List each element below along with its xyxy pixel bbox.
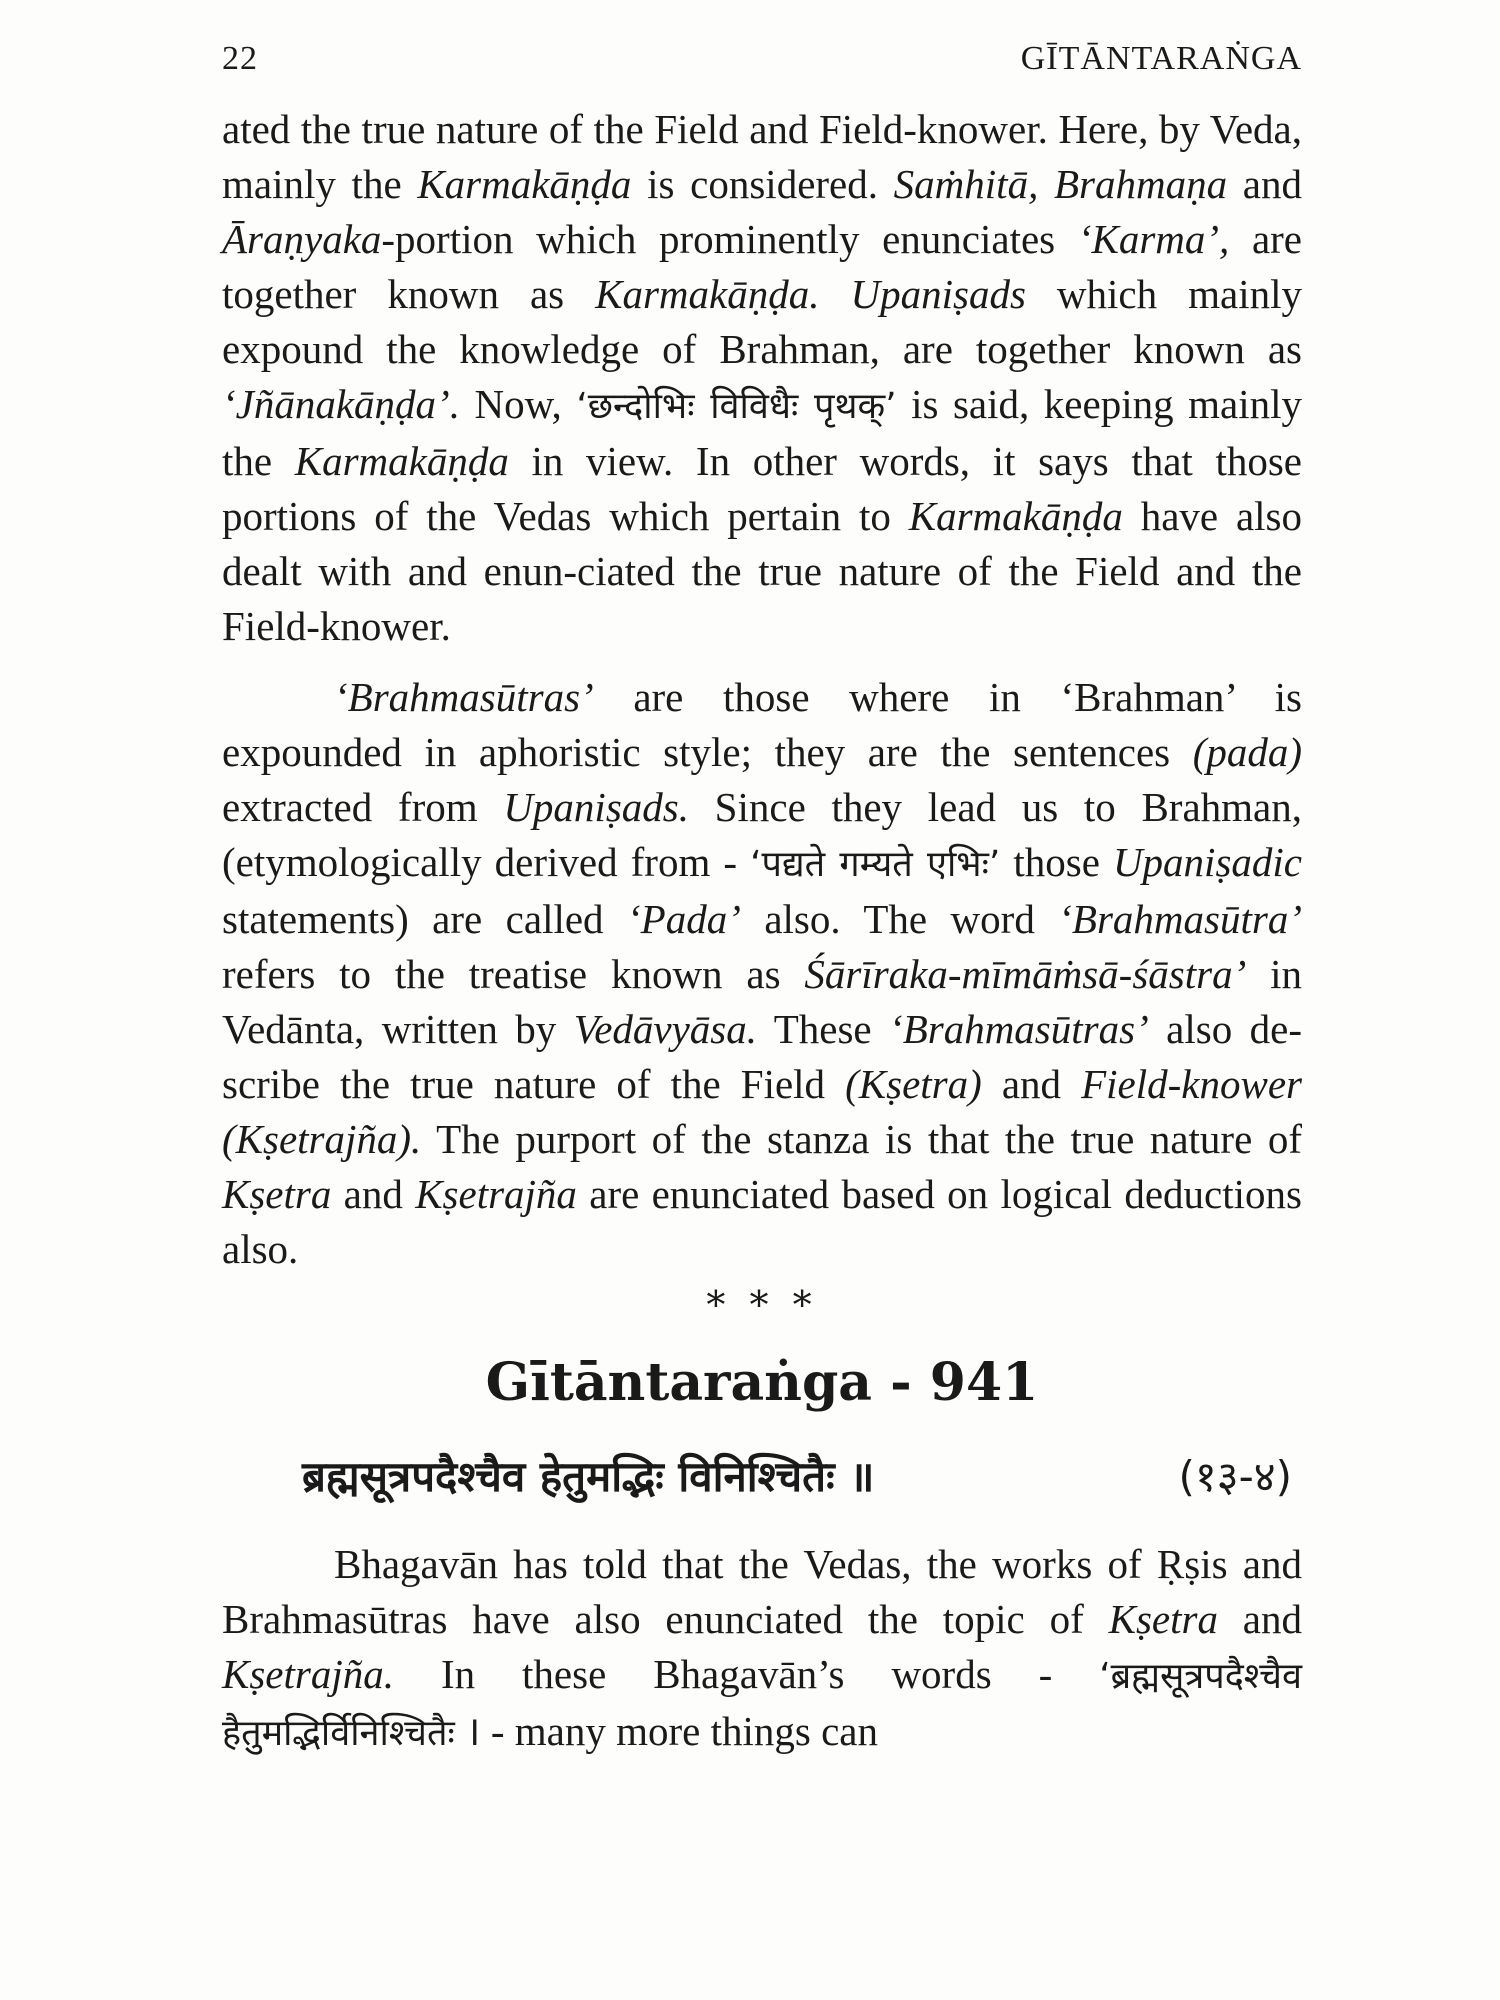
italic-term: Upaniṣadic [1112,839,1302,885]
text-run: in Vedānta, written by [222,951,1302,1052]
text-run: are those where in ‘Brahman’ is expounded in aphoristic style; they are the sentences [222,674,1302,775]
verse-reference: (१३-४) [1178,1452,1292,1501]
text-run: In these Bhagavān’s words - [394,1651,1100,1697]
text-run: । - many more things can [454,1708,878,1754]
italic-term: Saṁhitā, Brahmaṇa [893,161,1228,207]
paragraph-3 [222,1537,1302,1761]
italic-term: Śārīraka-mīmāṁsā-śāstra’ [804,951,1247,997]
italic-term: ‘Brahmasūtras’ [889,1006,1149,1052]
italic-term: ‘Brahmasūtras’ [334,674,594,720]
text-run: and [981,1061,1082,1107]
body-text [222,102,1302,1277]
italic-term: ‘Pada’ [627,896,741,942]
text-run: Now, [459,381,577,427]
text-run: extracted from [222,784,504,830]
italic-term: ‘Jñānakāṇḍa’. [222,381,460,427]
text-run: also. The word [740,896,1059,942]
devanagari-quote: ‘छन्दोभिः विविधैः पृथक्’ [576,386,897,427]
italic-term: Kṣetrajña. [222,1651,394,1697]
italic-term: Karmakāṇḍa. Upaniṣads [595,271,1026,317]
section-ornament: * * * [706,1283,818,1327]
text-run: -portion which prominently enunciates [381,216,1078,262]
text-run: refers to the treatise known as [222,951,805,997]
verse-line [302,1441,1292,1513]
italic-term: Karmakāṇḍa [294,438,509,484]
italic-term: Āraṇyaka [222,216,382,262]
text-run: have also dealt with and enun-ciated the true nature of the Field and the Field-knower. [222,493,1302,649]
text-run: and [331,1171,416,1217]
text-run: are enunciated based on logical deductions also. [222,1171,1302,1272]
italic-term: ‘Brahmasūtra’ [1058,896,1302,942]
text-run: and [1217,1596,1302,1642]
paragraph-2 [222,670,1302,1277]
page-number: 22 [222,40,258,77]
text-run: The purport of the stanza is that the true nature of [421,1116,1302,1162]
italic-term: Vedāvyāsa. [573,1006,758,1052]
text-run: These [757,1006,890,1052]
italic-term: Kṣetra [222,1171,332,1217]
text-run: those [1000,839,1113,885]
text-run: and [1227,161,1302,207]
text-run: are together known as [222,216,1302,317]
devanagari-quote: ‘ब्रह्मसूत्रपदैश्चैव हैतुमद्भिर्विनिश्चितैः [222,1656,1302,1754]
text-run: Bhagavān has told that the Vedas, the works of Ṛṣis and Brahmasūtras have also enunciated the topic of [222,1541,1302,1642]
italic-term: ‘Karma’, [1077,216,1230,262]
text-run: ated the true nature of the Field and Field-knower. Here, by Veda, mainly the [222,106,1302,207]
devanagari-quote: ‘पद्यते गम्यते एभिः’ [750,844,1001,885]
italic-term: Kṣetrajña [415,1171,577,1217]
running-head [222,40,1302,102]
italic-term: Upaniṣads. [503,784,689,830]
body-text-2 [222,1537,1302,1761]
italic-term: (pada) [1192,729,1302,775]
text-run: which mainly expound the knowledge of Brahman, are together known as [222,271,1302,372]
italic-term: (Kṣetra) [845,1061,982,1107]
text-run: statements) are called [222,896,628,942]
section-heading: Gītāntaraṅga - 941 [485,1352,1039,1413]
text-run: is considered. [631,161,894,207]
running-title: GĪTĀNTARAṄGA [1020,40,1302,77]
italic-term: Field-knower (Kṣetrajña). [222,1061,1302,1162]
text-run: is said, keeping mainly the [222,381,1302,484]
text-run: also de-scribe the true nature of the Field [222,1006,1302,1107]
paragraph-1 [222,102,1302,654]
italic-term: Karmakāṇḍa [908,493,1123,539]
text-run: in view. In other words, it says that those portions of the Vedas which pertain to [222,438,1302,539]
italic-term: Karmakāṇḍa [417,161,632,207]
italic-term: Kṣetra [1108,1596,1218,1642]
book-page [222,40,1302,1761]
text-run: Since they lead us to Brahman, (etymologically derived from - [222,784,1302,885]
sanskrit-verse: ब्रह्मसूत्रपदैश्चैव हेतुमद्भिः विनिश्चितैः ॥ [302,1452,875,1501]
